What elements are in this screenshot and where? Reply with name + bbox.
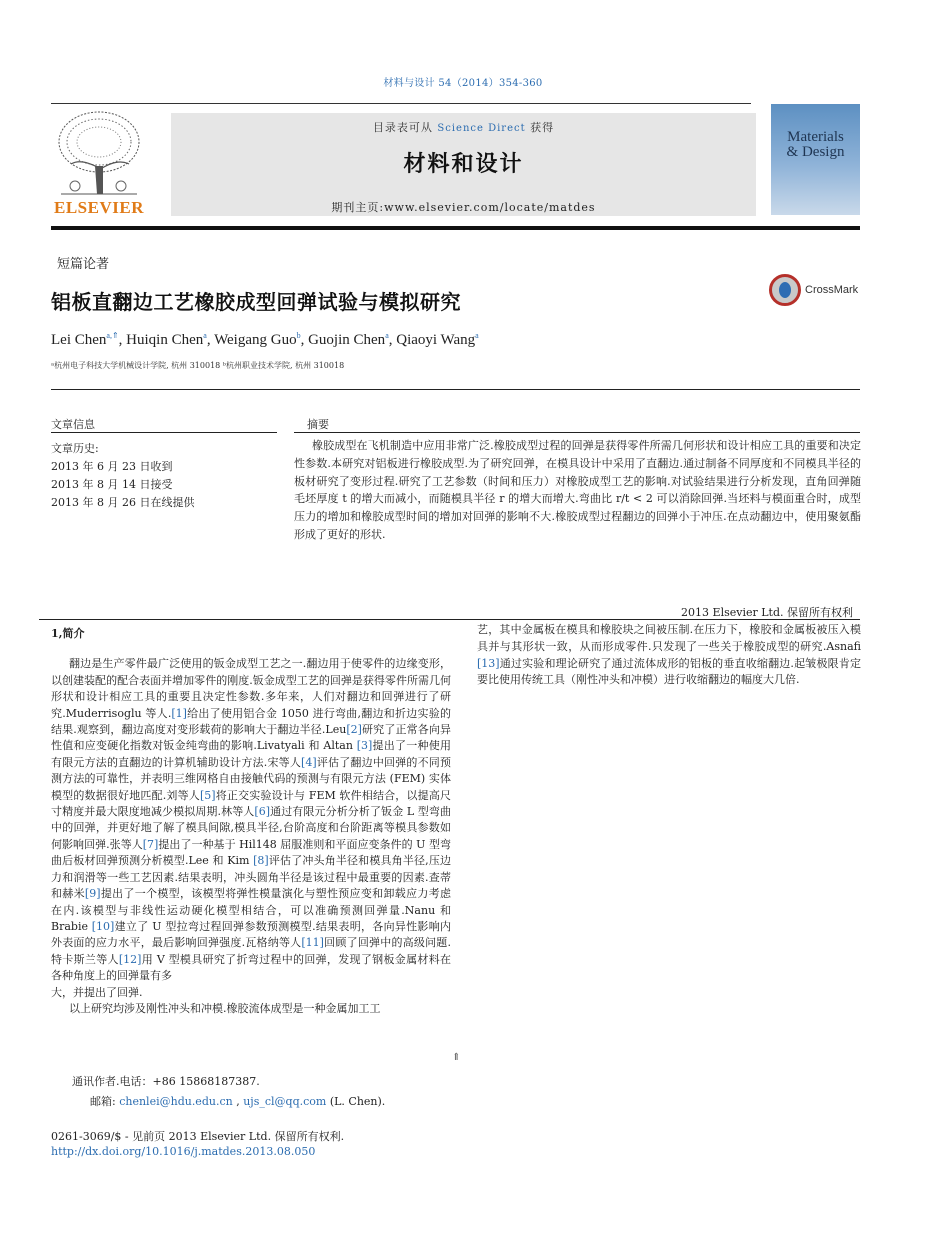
author-name: Weigang Guo <box>214 332 297 348</box>
contents-suffix: 获得 <box>530 121 555 134</box>
article-title: 铝板直翻边工艺橡胶成型回弹试验与模拟研究 <box>51 290 461 314</box>
email-link-2[interactable]: ujs_cl@qq.com <box>243 1095 327 1108</box>
article-type: 短篇论著 <box>57 257 110 272</box>
author-affil-link[interactable]: b <box>296 331 301 340</box>
ref-link[interactable]: [9] <box>84 887 101 901</box>
article-info-rule <box>51 432 277 433</box>
author-affil-link[interactable]: a <box>475 331 479 340</box>
second-paragraph: 以上研究均涉及刚性冲头和冲模.橡胶流体成型是一种金属加工工 <box>69 1001 381 1015</box>
author-affil-link[interactable]: a,⇑ <box>106 331 119 340</box>
ref-link[interactable]: [1] <box>171 706 187 720</box>
contents-prefix: 目录表可从 <box>372 121 433 134</box>
article-info-heading: 文章信息 <box>51 418 95 431</box>
intro-paragraph: 翻边是生产零件最广泛使用的钣金成型工艺之一.翻边用于使零件的边缘变形，以创建装配的配合表面并增加零件的刚度.钣金成型工艺的回弹是获得零件所需几何形状和设计相应工具的重要且决定性参数.多年来，人们对翻边和回弹进行了研究.Muderrisoglu 等人.[1]给出了使用铝合金 1050 进行弯曲,翻边和折边实验的结果.观察到，翻边高度对变形载荷的影响大于翻边半径.Leu[2]研究了正常各向异性值和应变硬化指数对钣金纯弯曲的影响.Livatyali 和 Altan [3]提出了一种使用有限元方法的直翻边的计算机辅助设计方法.宋等人[4]评估了翻边中回弹的不同预测方法的可靠性，并表明三维网格自由接触代码的预测与有限元方法 (FEM) 实体模型的数据很好地匹配.刘等人[5]将正交实验设计与 FEM 软件相结合，以提高尺寸精度并最大限度地减少模拟周期.林等人[6]通过有限元分析分析了钣金 L 型弯曲中的回弹，并更好地了解了模具间隙,模具半径,台阶高度和台阶距离等模具参数如何影响回弹.张等人[7]提出了一种基于 Hil148 屈服准则和平面应变条件的 U 型弯曲后板材回弹预测分析模型.Lee 和 Kim [8]评估了冲头角半径和模具角半径,压边力和润滑等一些工艺因素.结果表明，冲头圆角半径是该过程中最重要的因素.查蒂和赫米[9]提出了一个模型，该模型将弹性模量演化与塑性预应变和卸载应力考虑在内.该模型与非线性运动硬化模型相结合，可以准确预测回弹量.Nanu 和 Brabie [10]建立了 U 型拉弯过程回弹参数预测模型.结果表明，各向异性影响内外表面的应力水平，最后影响回弹强度.瓦格纳等人[11]回顾了回弹中的高级问题.特卡斯兰等人[12]用 V 型模具研究了折弯过程中的回弹，发现了钢板金属材料在各种角度上的回弹量有多 <box>51 657 452 983</box>
history-accepted: 2013 年 8 月 14 日接受 <box>51 478 173 491</box>
journal-cover[interactable] <box>771 104 860 215</box>
abstract-text: 橡胶成型在飞机制造中应用非常广泛.橡胶成型过程的回弹是获得零件所需几何形状和设计相应工具的重要和决定性参数.本研究对铝板进行橡胶成型.为了研究回弹，在模具设计中采用了直翻边.通过制备不同厚度和不同模具半径的板材研究了变形过程.研究了工艺参数（时间和压力）对橡胶成型工艺的影响.对试验结果进行分析发现，直角回弹随毛坯厚度 t 的增大而减小，而随模具半径 r 的增大而增大.弯曲比 r/t < 2 可以消除回弹.当坯料与模面重合时，成型压力的增加和橡胶成型时间的增加对回弹的影响不大.橡胶成型过程翻边的回弹小于冲压.在点动翻边中，使用聚氨酯形成了更好的形状. <box>294 439 861 541</box>
publisher-name: ELSEVIER <box>54 198 144 217</box>
footnote-marker: ⇑ <box>452 1052 461 1063</box>
author-name: Huiqin Chen <box>126 332 204 348</box>
ref-link[interactable]: [7] <box>142 837 159 851</box>
ref-link[interactable]: [4] <box>301 755 317 769</box>
copyright-notice: 2013 Elsevier Ltd. 保留所有权利 <box>681 606 853 619</box>
contents-line <box>171 119 756 135</box>
issn-line: 0261-3069/$ - 见前页 2013 Elsevier Ltd. 保留所有权利. <box>51 1130 345 1143</box>
body-right-column: 艺，其中金属板在模具和橡胶块之间被压制.在压力下，橡胶和金属板被压入模具并与其形状一致，从而形成零件.只发现了一些关于橡胶成型的研究.Asnafi [13]通过实验和理论研究了通过流体成形的铝板的垂直收缩翻边.起皱极限肯定要比使用传统工具（刚性冲头和冲模）进行收缩翻边的幅度大几倍. <box>477 623 861 687</box>
ref-link[interactable]: [2] <box>346 723 362 737</box>
email-note: 邮箱: chenlei@hdu.edu.cn , ujs_cl@qq.com (L. Chen). <box>90 1095 386 1108</box>
email-link-1[interactable]: chenlei@hdu.edu.cn <box>119 1095 233 1108</box>
ref-link[interactable]: [11] <box>301 936 324 950</box>
email-label: 邮箱: <box>90 1095 116 1108</box>
cover-title-line2: & Design <box>786 144 845 160</box>
section-divider <box>51 389 860 390</box>
ref-link[interactable]: [3] <box>356 739 373 753</box>
cover-title-line1: Materials <box>787 129 844 145</box>
corresponding-author-note: 通讯作者.电话：+86 15868187387. <box>72 1075 260 1088</box>
homepage-link[interactable]: www.elsevier.com/locate/matdes <box>384 201 596 214</box>
crossmark-label: CrossMark <box>805 284 859 296</box>
doi-link[interactable]: http://dx.doi.org/10.1016/j.matdes.2013.08.050 <box>51 1145 316 1158</box>
ref-link[interactable]: [13] <box>477 656 500 670</box>
crossmark-badge[interactable] <box>769 274 864 310</box>
top-rule <box>51 103 751 104</box>
body-divider <box>39 619 860 620</box>
header-divider <box>51 226 860 230</box>
homepage-line <box>171 199 756 215</box>
homepage-label: 期刊主页: <box>331 201 385 214</box>
tree-icon <box>51 108 147 196</box>
crossmark-icon <box>769 274 801 306</box>
author-name: Guojin Chen <box>308 332 386 348</box>
science-direct-link[interactable]: Science Direct <box>437 123 526 134</box>
cover-title <box>771 130 860 160</box>
body-left-column <box>51 626 451 1017</box>
history-label: 文章历史: <box>51 442 99 455</box>
journal-masthead <box>171 113 756 216</box>
journal-reference[interactable]: 材料与设计 54（2014）354-360 <box>383 78 543 89</box>
abstract-heading: 摘要 <box>307 418 329 431</box>
history-received: 2013 年 6 月 23 日收到 <box>51 460 173 473</box>
ref-link[interactable]: [5] <box>199 788 216 802</box>
author-affil-link[interactable]: a <box>203 331 207 340</box>
article-history <box>51 440 194 512</box>
author-affil-link[interactable]: a <box>385 331 389 340</box>
history-online: 2013 年 8 月 26 日在线提供 <box>51 496 195 509</box>
abstract-rule <box>294 432 860 433</box>
journal-title: 材料和设计 <box>403 151 524 177</box>
ref-link[interactable]: [6] <box>254 805 270 819</box>
elsevier-logo[interactable] <box>51 108 147 218</box>
author-name: Lei Chen <box>51 332 107 348</box>
ref-link[interactable]: [12] <box>118 952 142 966</box>
intro-continuation: 大，并提出了回弹. <box>51 985 143 999</box>
section-heading: 1,简介 <box>51 627 85 640</box>
ref-link[interactable]: [8] <box>253 854 269 868</box>
author-list: Lei Chen$^{a,⇑}$, Huiqin Chen$^a$, Weigang Guo$^b$, Guojin Chen$^a$, Qiaoyi Wang$^a$ <box>51 331 479 348</box>
affiliations: ᵃ杭州电子科技大学机械设计学院, 杭州 310018 ᵇ杭州职业技术学院, 杭州 310018 <box>51 361 345 370</box>
author-name: Qiaoyi Wang <box>396 332 476 348</box>
ref-link[interactable]: [10] <box>91 919 115 933</box>
